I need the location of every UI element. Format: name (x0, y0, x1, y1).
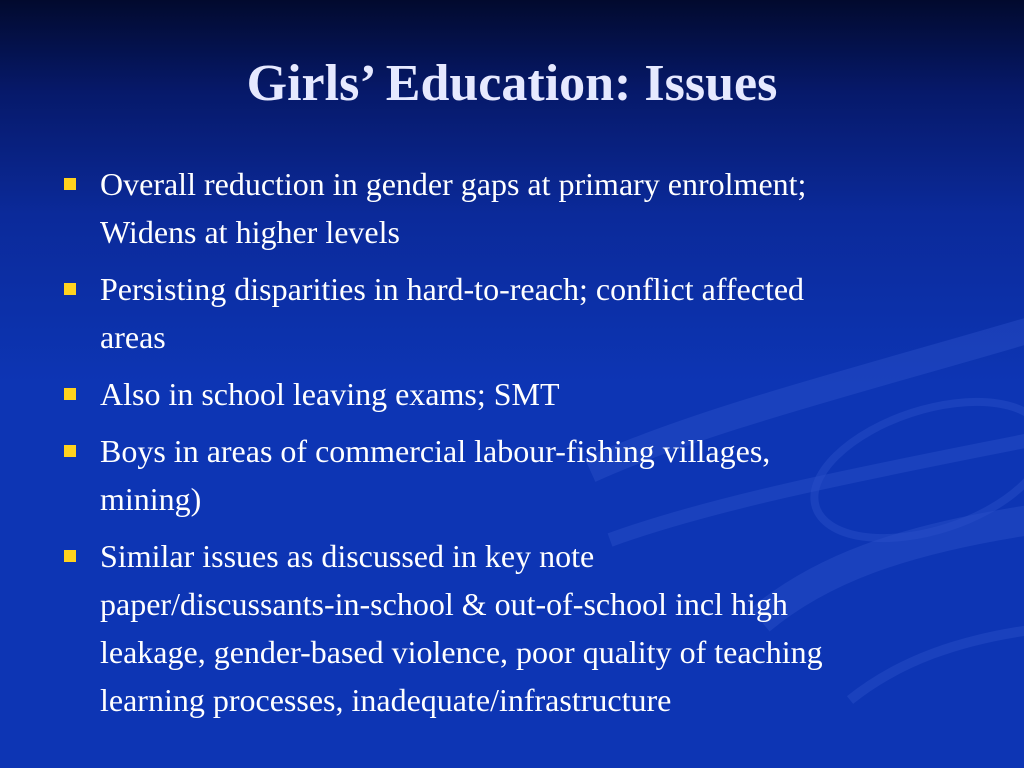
square-bullet-icon (64, 550, 76, 562)
square-bullet-icon (64, 178, 76, 190)
bullet-text-line: leakage, gender-based violence, poor quality of teaching (100, 634, 823, 670)
square-bullet-icon (64, 283, 76, 295)
bullet-text-line: Also in school leaving exams; SMT (100, 376, 560, 412)
bullet-text-line: Overall reduction in gender gaps at primary enrolment; (100, 166, 807, 202)
bullet-text-line: learning processes, inadequate/infrastructure (100, 682, 672, 718)
bullet-text-line: areas (100, 319, 166, 355)
bullet-text-line: Similar issues as discussed in key note (100, 538, 595, 574)
bullet-text-line: mining) (100, 481, 202, 517)
bullet-item (64, 532, 964, 724)
bullet-item (64, 370, 964, 418)
bullet-item (64, 160, 964, 256)
bullet-list (64, 160, 964, 733)
bullet-text-line: Persisting disparities in hard-to-reach; conflict affected (100, 271, 805, 307)
bullet-text-line: paper/discussants-in-school & out-of-school incl high (100, 586, 788, 622)
bullet-text-line: Boys in areas of commercial labour-fishing villages, (100, 433, 771, 469)
bullet-item (64, 265, 964, 361)
slide-title: Girls’ Education: Issues (246, 55, 778, 112)
bullet-text-line: Widens at higher levels (100, 214, 400, 250)
square-bullet-icon (64, 445, 76, 457)
square-bullet-icon (64, 388, 76, 400)
bullet-item (64, 427, 964, 523)
